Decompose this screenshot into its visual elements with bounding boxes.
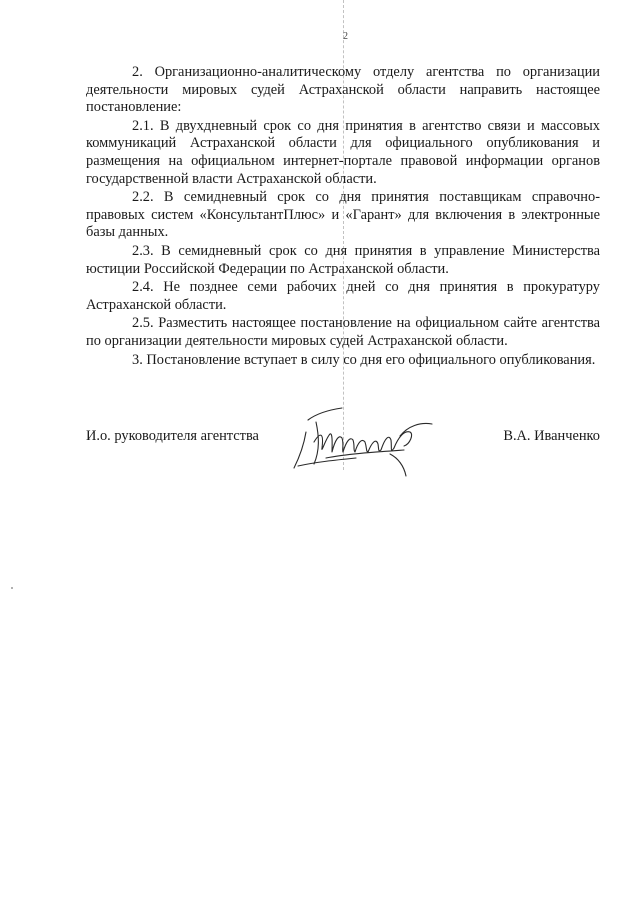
paragraph-2-5: 2.5. Разместить настоящее постановление на официальном сайте агентства по организации деятельности мировых судей Астраханской области. xyxy=(86,315,600,349)
signatory-name: В.А. Иванченко xyxy=(503,428,600,444)
handwritten-signature xyxy=(286,402,436,480)
paragraph-3: 3. Постановление вступает в силу со дня его официального опубликования. xyxy=(132,351,596,368)
scan-speck xyxy=(11,587,13,589)
paragraph-2-4: 2.4. Не позднее семи рабочих дней со дня принятия в прокуратуру Астраханской области. xyxy=(86,279,600,313)
document-body xyxy=(86,64,600,369)
paragraph-2-1: 2.1. В двухдневный срок со дня принятия в агентство связи и массовых коммуникаций Астраханской области для официального опубликования и размещения на официальном интернет-портале правовой информации органов государственной власти Астраханской области. xyxy=(86,117,600,187)
signature-block xyxy=(86,424,600,484)
paragraph-2-3: 2.3. В семидневный срок со дня принятия в управление Министерства юстиции Российской Федерации по Астраханской области. xyxy=(86,242,600,277)
paragraph-2: 2. Организационно-аналитическому отделу агентства по организации деятельности мировых судей Астраханской области направить настоящее постановление: xyxy=(86,64,600,116)
signatory-position: И.о. руководителя агентства xyxy=(86,428,259,444)
page-number: 2 xyxy=(343,31,348,42)
paragraph-2-2: 2.2. В семидневный срок со дня принятия поставщикам справочно-правовых систем «КонсультантПлюс» и «Гарант» для включения в электронные базы данных. xyxy=(86,189,600,241)
